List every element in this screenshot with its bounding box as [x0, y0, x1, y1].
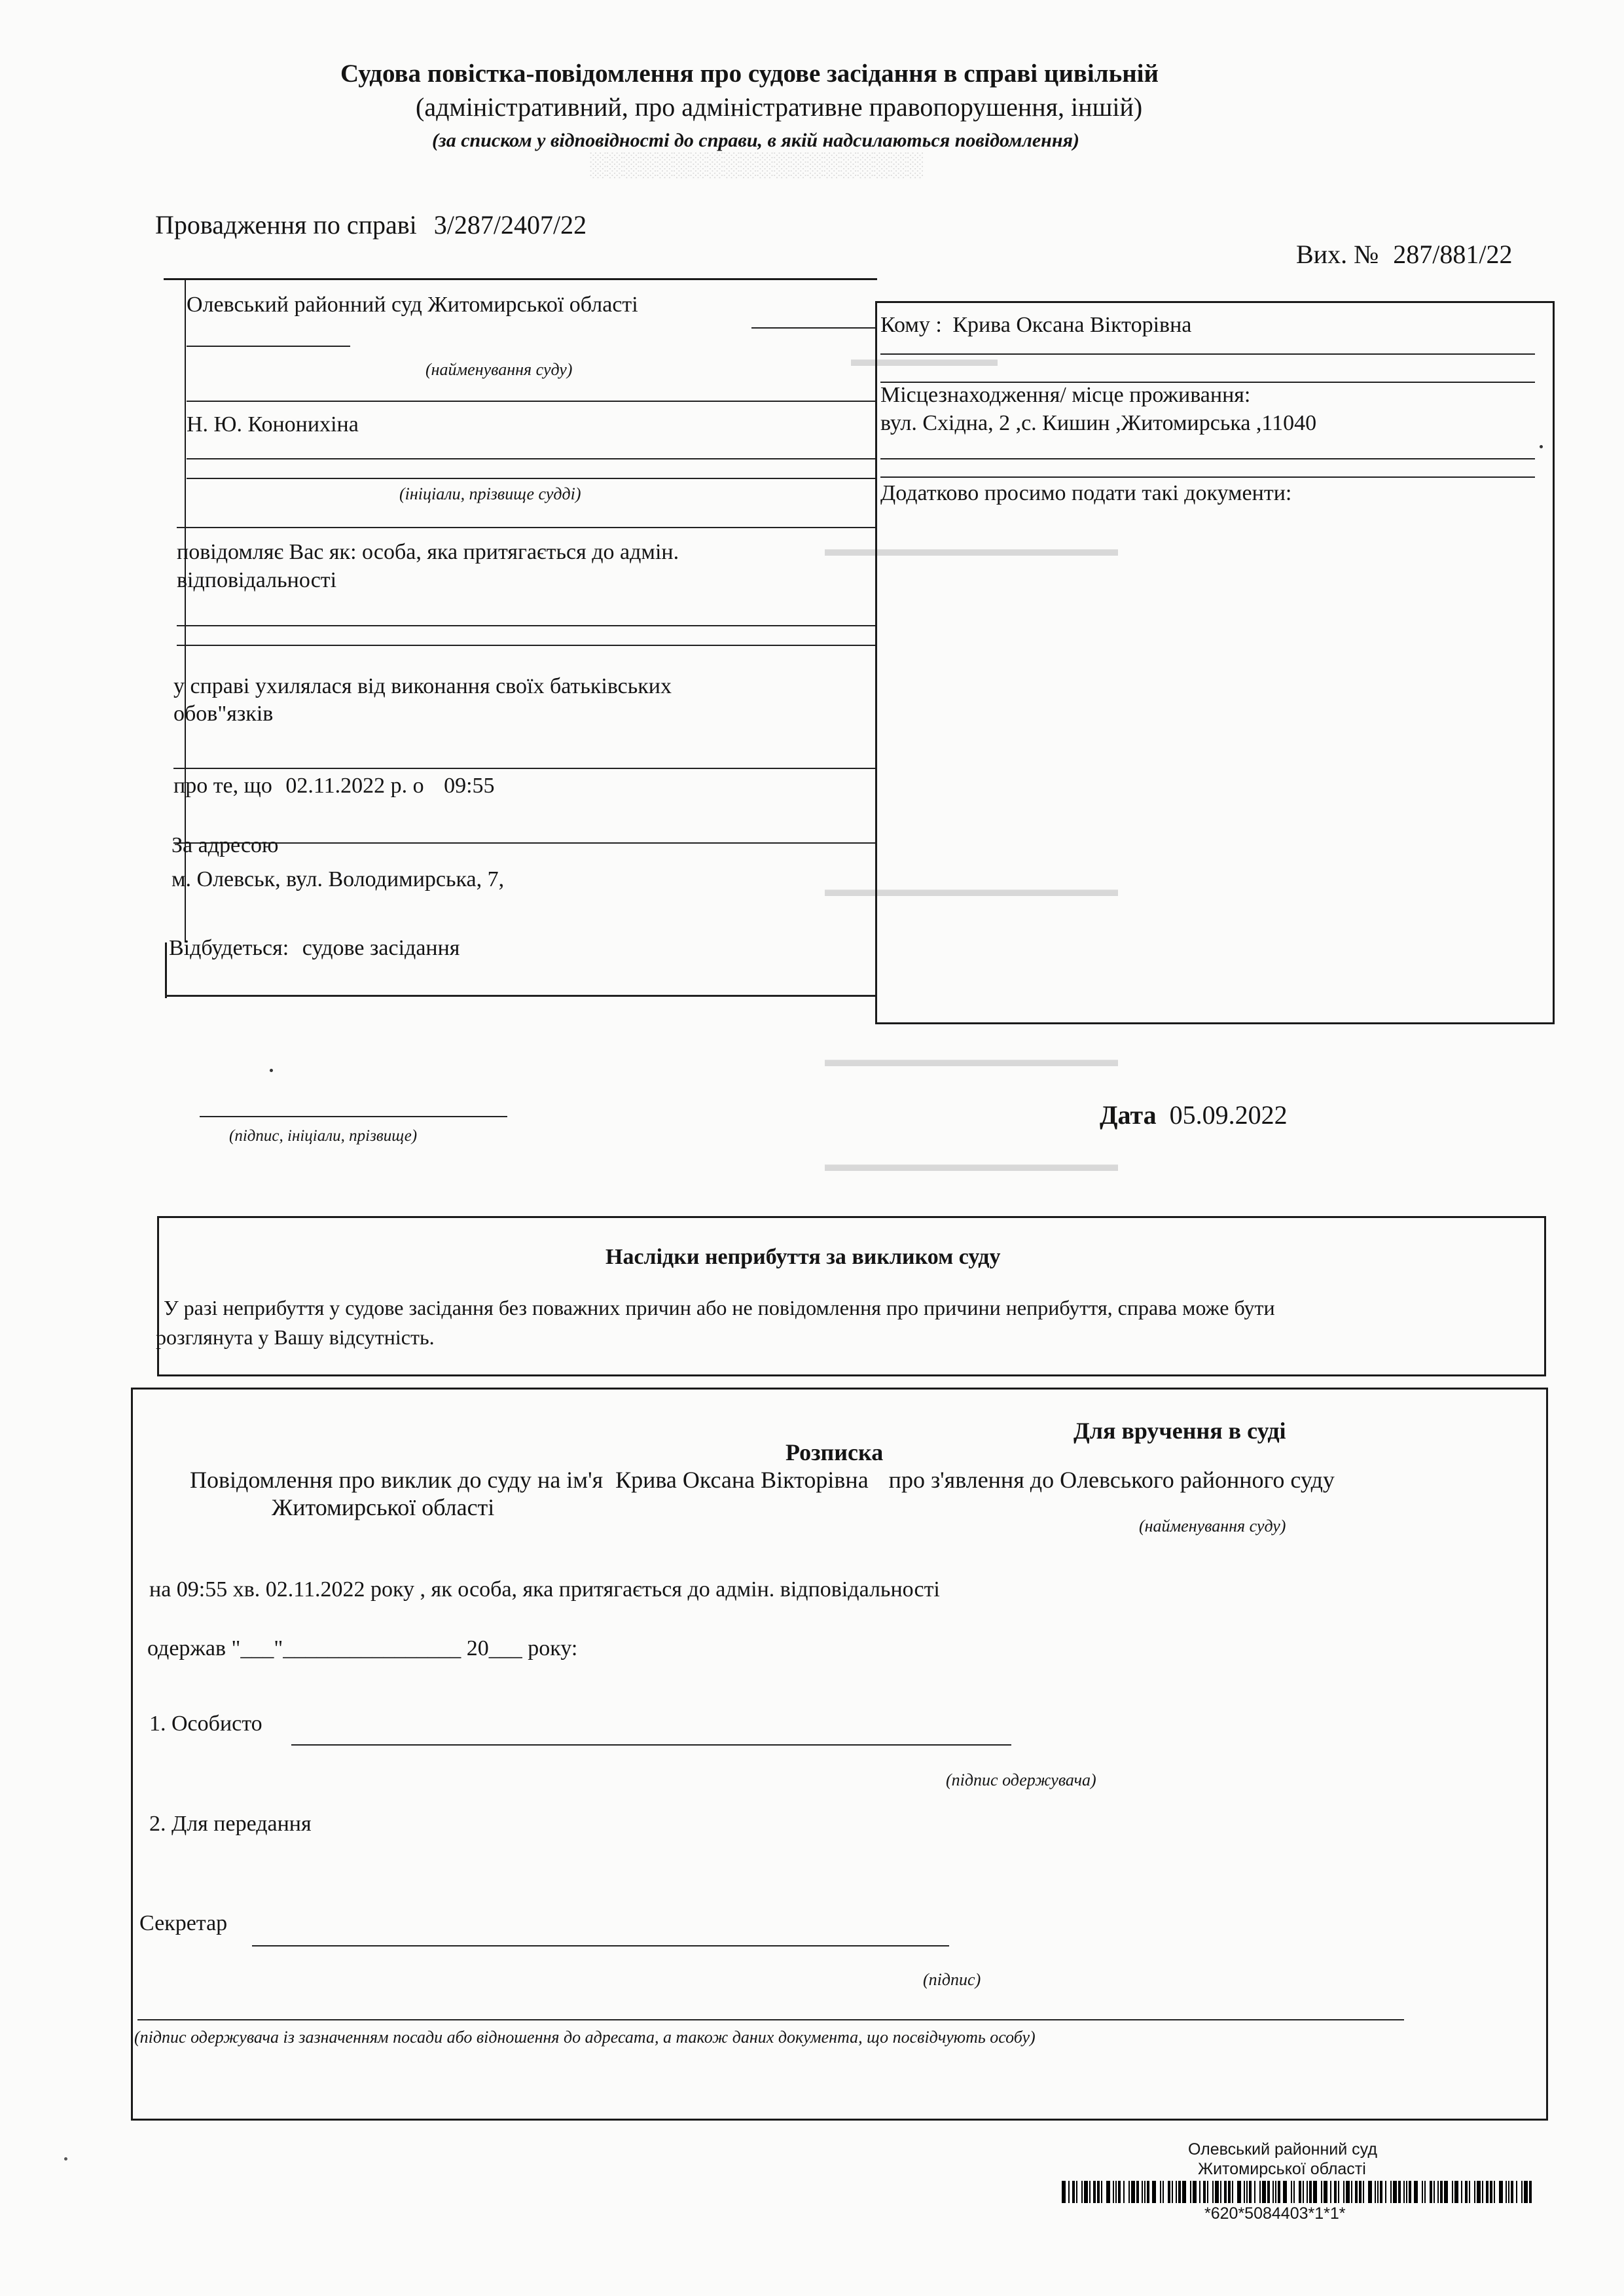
barcode-bar	[1182, 2181, 1186, 2203]
barcode-bar	[1437, 2181, 1439, 2203]
barcode-bar	[1163, 2181, 1164, 2203]
barcode-bar	[1338, 2181, 1339, 2203]
receipt-line-2: Житомирської області	[272, 1494, 495, 1520]
barcode-bar	[1409, 2181, 1411, 2203]
case-line-2: обов"язків	[173, 702, 274, 726]
receipt-line1-prefix: Повідомлення про виклик до суду на ім'я	[190, 1467, 604, 1493]
barcode-bar	[1267, 2181, 1270, 2203]
receipt-line1-suffix: про з'явлення до Олевського районного суду	[888, 1467, 1335, 1493]
receipt-line-1	[190, 1466, 1335, 1494]
barcode-bar	[1254, 2181, 1255, 2203]
barcode-bar	[1115, 2181, 1117, 2203]
court-name: Олевський районний суд Житомирської області	[187, 293, 638, 317]
barcode-bar	[1128, 2181, 1130, 2203]
judge-rule-2	[187, 478, 877, 479]
case-number: 3/287/2407/22	[433, 210, 587, 240]
receipt-personal-label: 1. Особисто	[149, 1712, 262, 1736]
notifies-line-1: повідомляє Вас як: особа, яка притягається до адмін.	[177, 540, 679, 564]
barcode-bar	[1482, 2181, 1483, 2203]
barcode-bar	[1375, 2181, 1376, 2203]
barcode-bar	[1172, 2181, 1173, 2203]
barcode-bar	[1299, 2181, 1301, 2203]
consequences-text-1: У разі неприбуття у судове засідання без поважних причин або не повідомлення про причини неприбуття, справа може бути	[164, 1296, 1275, 1319]
case-rule	[173, 768, 877, 769]
barcode-bar	[1072, 2181, 1075, 2203]
location-label: Місцезнаходження/ місце проживання:	[880, 383, 1251, 407]
barcode-bar	[1136, 2181, 1139, 2203]
barcode-bar	[1293, 2181, 1295, 2203]
barcode-bar	[1076, 2181, 1077, 2203]
barcode-bar	[1215, 2181, 1219, 2203]
barcode-bar	[1490, 2181, 1492, 2203]
barcode-bar	[1307, 2181, 1308, 2203]
court-caption: (найменування суду)	[425, 360, 573, 379]
barcode-bar	[1424, 2181, 1426, 2203]
receipt-secretary-line	[252, 1945, 949, 1946]
barcode-bar	[1168, 2181, 1170, 2203]
barcode-bar	[1521, 2181, 1523, 2203]
barcode-bar	[1434, 2181, 1435, 2203]
case-line-1: у справі ухилялася від виконання своїх батьківських	[173, 674, 672, 698]
barcode-bar	[1324, 2181, 1327, 2203]
barcode-bar	[1359, 2181, 1362, 2203]
barcode-number: *620*5084403*1*1*	[1204, 2204, 1346, 2223]
judge-signature-line	[200, 1116, 507, 1117]
barcode-bar	[1380, 2181, 1382, 2203]
left-panel-bottom	[165, 995, 877, 997]
barcode-bar	[1142, 2181, 1143, 2203]
consequences-text-2: розглянута у Вашу відсутність.	[156, 1325, 435, 1349]
barcode-bar	[1343, 2181, 1344, 2203]
barcode-bar	[1377, 2181, 1379, 2203]
barcode-bar	[1368, 2181, 1372, 2203]
barcode-bar	[1272, 2181, 1274, 2203]
barcode-bar	[1062, 2181, 1066, 2203]
receipt-secretary-label: Секретар	[139, 1911, 228, 1935]
consequences-title: Наслідки неприбуття за викликом суду	[605, 1245, 1001, 1269]
barcode-bar	[1313, 2181, 1317, 2203]
receipt-court-caption: (найменування суду)	[1139, 1516, 1286, 1535]
barcode-bar	[1118, 2181, 1121, 2203]
recipient-label: Кому :	[880, 313, 942, 337]
barcode-bar	[1084, 2181, 1088, 2203]
barcode-bar	[1422, 2181, 1423, 2203]
scan-speck-2	[1540, 445, 1543, 448]
barcode-bar	[1430, 2181, 1432, 2203]
barcode-bar	[1321, 2181, 1322, 2203]
documents-label: Додатково просимо подати такі документи:	[880, 481, 1292, 505]
barcode-bar	[1309, 2181, 1312, 2203]
about-date: 02.11.2022 р. о	[285, 774, 424, 798]
court-name-rule	[751, 327, 876, 329]
barcode-bar	[1529, 2181, 1532, 2203]
scan-speck-3	[64, 2157, 67, 2161]
case-reference	[155, 209, 586, 240]
receipt-personal-line	[291, 1744, 1011, 1746]
barcode-bar	[1131, 2181, 1135, 2203]
barcode-bar	[1524, 2181, 1528, 2203]
outgoing-reference	[1296, 239, 1512, 270]
barcode-bar	[1403, 2181, 1405, 2203]
barcode-bar	[1113, 2181, 1114, 2203]
barcode-bar	[1228, 2181, 1231, 2203]
barcode-bar	[1452, 2181, 1453, 2203]
barcode-bar	[1278, 2181, 1280, 2203]
receipt-transfer-label: 2. Для передання	[149, 1812, 312, 1836]
barcode-bar	[1283, 2181, 1287, 2203]
receipt-recipient-name: Крива Оксана Вікторівна	[615, 1467, 869, 1493]
barcode-bar	[1106, 2181, 1110, 2203]
barcode-bar	[1469, 2181, 1470, 2203]
date-label: Дата	[1100, 1100, 1157, 1130]
barcode-bar	[1351, 2181, 1352, 2203]
barcode-bar	[1262, 2181, 1266, 2203]
barcode-bar	[1190, 2181, 1191, 2203]
issue-date	[1100, 1100, 1288, 1130]
barcode-bar	[1477, 2181, 1481, 2203]
barcode-bar	[1193, 2181, 1197, 2203]
case-label: Провадження по справі	[155, 210, 417, 240]
barcode-bar	[1385, 2181, 1386, 2203]
barcode-bar	[1474, 2181, 1475, 2203]
event-line	[169, 936, 460, 961]
barcode-bar	[1506, 2181, 1507, 2203]
barcode-bar	[1207, 2181, 1208, 2203]
receipt-footer-line	[137, 2019, 1404, 2020]
outgoing-label: Вих. №	[1296, 240, 1379, 269]
notifies-rule-top	[177, 527, 877, 528]
barcode-bar	[1494, 2181, 1495, 2203]
barcode-bar	[1178, 2181, 1181, 2203]
barcode-bar	[1346, 2181, 1350, 2203]
barcode-bar	[1461, 2181, 1462, 2203]
barcode-bar	[1203, 2181, 1206, 2203]
barcode-bar	[1160, 2181, 1161, 2203]
barcode-bar	[1511, 2181, 1513, 2203]
about-rule	[173, 842, 877, 844]
about-line	[173, 774, 495, 798]
barcode-bar	[1259, 2181, 1261, 2203]
barcode-bar	[1444, 2181, 1448, 2203]
judge-caption: (ініціали, прізвище судді)	[399, 484, 581, 503]
barcode-bar	[1330, 2181, 1331, 2203]
judge-rule	[187, 458, 877, 459]
court-summons-page: ░░░░░░░░░░░░░░░░░░░░ ▬▬▬▬▬▬▬ ▬▬▬▬▬▬▬▬▬▬▬▬▬▬ ▬▬▬▬▬▬▬▬▬▬▬▬▬▬ ▬▬▬▬▬▬▬▬▬▬▬▬▬▬ ▬▬▬▬▬▬▬▬▬▬▬▬▬▬ Судова повістка-повідомлення про судове засідання в справі цивільній (адміністративний, про адміністративне правопорушення, іншій) (за списком у відповідності до справи, в якій надсилаються повідомлення) Провадження по справі 3/287/2407/22 Вих. № 287/881/22 Олевський районний суд Житомирської області (найменування суду) Н. Ю. Кононихіна (ініціали, прізвище судді) повідомляє Вас як: особа, яка притягається до адмін. відповідальності у справі ухилялася від виконання своїх батьківських обов"язків про те, що 02.11.2022 р. о 09:55 За адресою м. Олевськ, вул. Володимирська, 7, Відбудеться: судове засідання Кому : Крива Оксана Вікторівна Місцезнаходження/ місце проживання: вул. Східна, 2 ,с. Кишин ,Житомирська ,11040 Додатково просимо подати такі документи: (підпис, ініціали, прізвище) Дата 05.09.2022 Наслідки неприбуття за викликом суду У разі неприбуття у судове засідання без поважних причин або не повідомлення про причини неприбуття, справа може бути розглянута у Вашу відсутність. Для вручення в суді Розписка Повідомлення про виклик до суду на ім'я Крива Оксана Вікторівна про з'явлення до Олевського районного суду Житомирської області (найменування суду) на 09:55 хв. 02.11.2022 року , як особа, яка притягається до адмін. відповідальності одержав "___"________________ 20___ року: 1. Особисто (підпис одержувача) 2. Для передання Секретар (підпис) (підпис одержувача із зазначенням посади або відношення до адресата, а також даних документа, що посвідчують особу) Олевський районний суд Житомирської області *620*5084403*1*1*	[0, 0, 1624, 2296]
recipient-line	[880, 313, 1191, 338]
barcode-bar	[1176, 2181, 1177, 2203]
barcode-bar	[1303, 2181, 1304, 2203]
stamp-court-line-2: Житомирської області	[1198, 2160, 1366, 2178]
receipt-for-court: Для вручення в суді	[1074, 1418, 1286, 1444]
barcode-bar	[1152, 2181, 1156, 2203]
barcode-bar	[1068, 2181, 1070, 2203]
barcode-bar	[1237, 2181, 1241, 2203]
about-time: 09:55	[444, 774, 495, 798]
barcode-bar	[1232, 2181, 1233, 2203]
notifies-line-2: відповідальності	[177, 568, 337, 592]
barcode-bar	[1144, 2181, 1146, 2203]
barcode-bar	[1220, 2181, 1221, 2203]
barcode-bar	[1249, 2181, 1252, 2203]
location-value: вул. Східна, 2 ,с. Кишин ,Житомирська ,11040	[880, 411, 1317, 435]
barcode-bar	[1093, 2181, 1096, 2203]
barcode-bar	[1291, 2181, 1292, 2203]
barcode-bar	[1275, 2181, 1276, 2203]
receipt-title: Розписка	[785, 1439, 884, 1465]
barcode-bar	[1101, 2181, 1102, 2203]
receipt-recipient-sig-caption: (підпис одержувача)	[946, 1770, 1096, 1789]
barcode-bar	[1465, 2181, 1468, 2203]
barcode-bar	[1355, 2181, 1358, 2203]
recipient-name: Крива Оксана Вікторівна	[952, 313, 1192, 337]
barcode-bar	[1081, 2181, 1083, 2203]
barcode-bar	[1246, 2181, 1248, 2203]
barcode-bar	[1199, 2181, 1200, 2203]
barcode-bar	[1212, 2181, 1214, 2203]
about-label: про те, що	[173, 774, 272, 798]
barcode-bar	[1334, 2181, 1337, 2203]
barcode-bar	[1393, 2181, 1397, 2203]
location-rule	[880, 458, 1535, 459]
barcode-bar	[1406, 2181, 1407, 2203]
notifies-rule	[177, 625, 877, 626]
barcode-bar	[1516, 2181, 1517, 2203]
document-title: Судова повістка-повідомлення про судове засідання в справі цивільній	[340, 60, 1159, 88]
judge-rule-top	[187, 401, 877, 402]
receipt-sig-caption: (підпис)	[923, 1970, 981, 1989]
outgoing-number: 287/881/22	[1393, 240, 1513, 269]
document-note: (за списком у відповідності до справи, в якій надсилаються повідомлення)	[432, 130, 1079, 151]
barcode-bar	[1244, 2181, 1245, 2203]
court-name-rule-2	[187, 346, 350, 347]
barcode-bar	[1147, 2181, 1149, 2203]
date-value: 05.09.2022	[1169, 1100, 1288, 1130]
right-panel	[875, 301, 1555, 1024]
receipt-footer-caption: (підпис одержувача із зазначенням посади або відношення до адресата, а також даних документа, що посвідчують особу)	[134, 2028, 1036, 2047]
barcode-bar	[1123, 2181, 1125, 2203]
receipt-received-line: одержав "___"________________ 20___ року:	[147, 1636, 578, 1660]
document-subtitle: (адміністративний, про адміністративне правопорушення, іншій)	[416, 92, 1143, 122]
barcode-bar	[1486, 2181, 1489, 2203]
notifies-rule-2	[177, 645, 877, 646]
barcode-bar	[1508, 2181, 1509, 2203]
signature-caption: (підпис, ініціали, прізвище)	[229, 1127, 418, 1145]
location-rule-2	[880, 476, 1535, 478]
barcode-bar	[1454, 2181, 1458, 2203]
barcode-bar	[1414, 2181, 1418, 2203]
barcode-bar	[1390, 2181, 1392, 2203]
event-value: судове засідання	[302, 936, 460, 960]
event-label: Відбудеться:	[169, 936, 289, 960]
stamp-court-line-1: Олевський районний суд	[1188, 2140, 1377, 2159]
barcode-bar	[1499, 2181, 1503, 2203]
barcode-bar	[1398, 2181, 1401, 2203]
address-value: м. Олевськ, вул. Володимирська, 7,	[171, 867, 505, 891]
recipient-rule	[880, 353, 1535, 355]
barcode-bar	[1097, 2181, 1100, 2203]
barcode	[1062, 2181, 1534, 2203]
left-panel-edge-lower	[165, 942, 167, 998]
barcode-bar	[1224, 2181, 1227, 2203]
barcode-bar	[1363, 2181, 1364, 2203]
address-label: За адресою	[171, 833, 279, 857]
barcode-bar	[1440, 2181, 1443, 2203]
barcode-bar	[1089, 2181, 1091, 2203]
scan-speck	[270, 1069, 273, 1072]
judge-name: Н. Ю. Кононихіна	[187, 412, 359, 437]
receipt-time-line: на 09:55 хв. 02.11.2022 року , як особа, яка притягається до адмін. відповідальності	[149, 1577, 940, 1602]
